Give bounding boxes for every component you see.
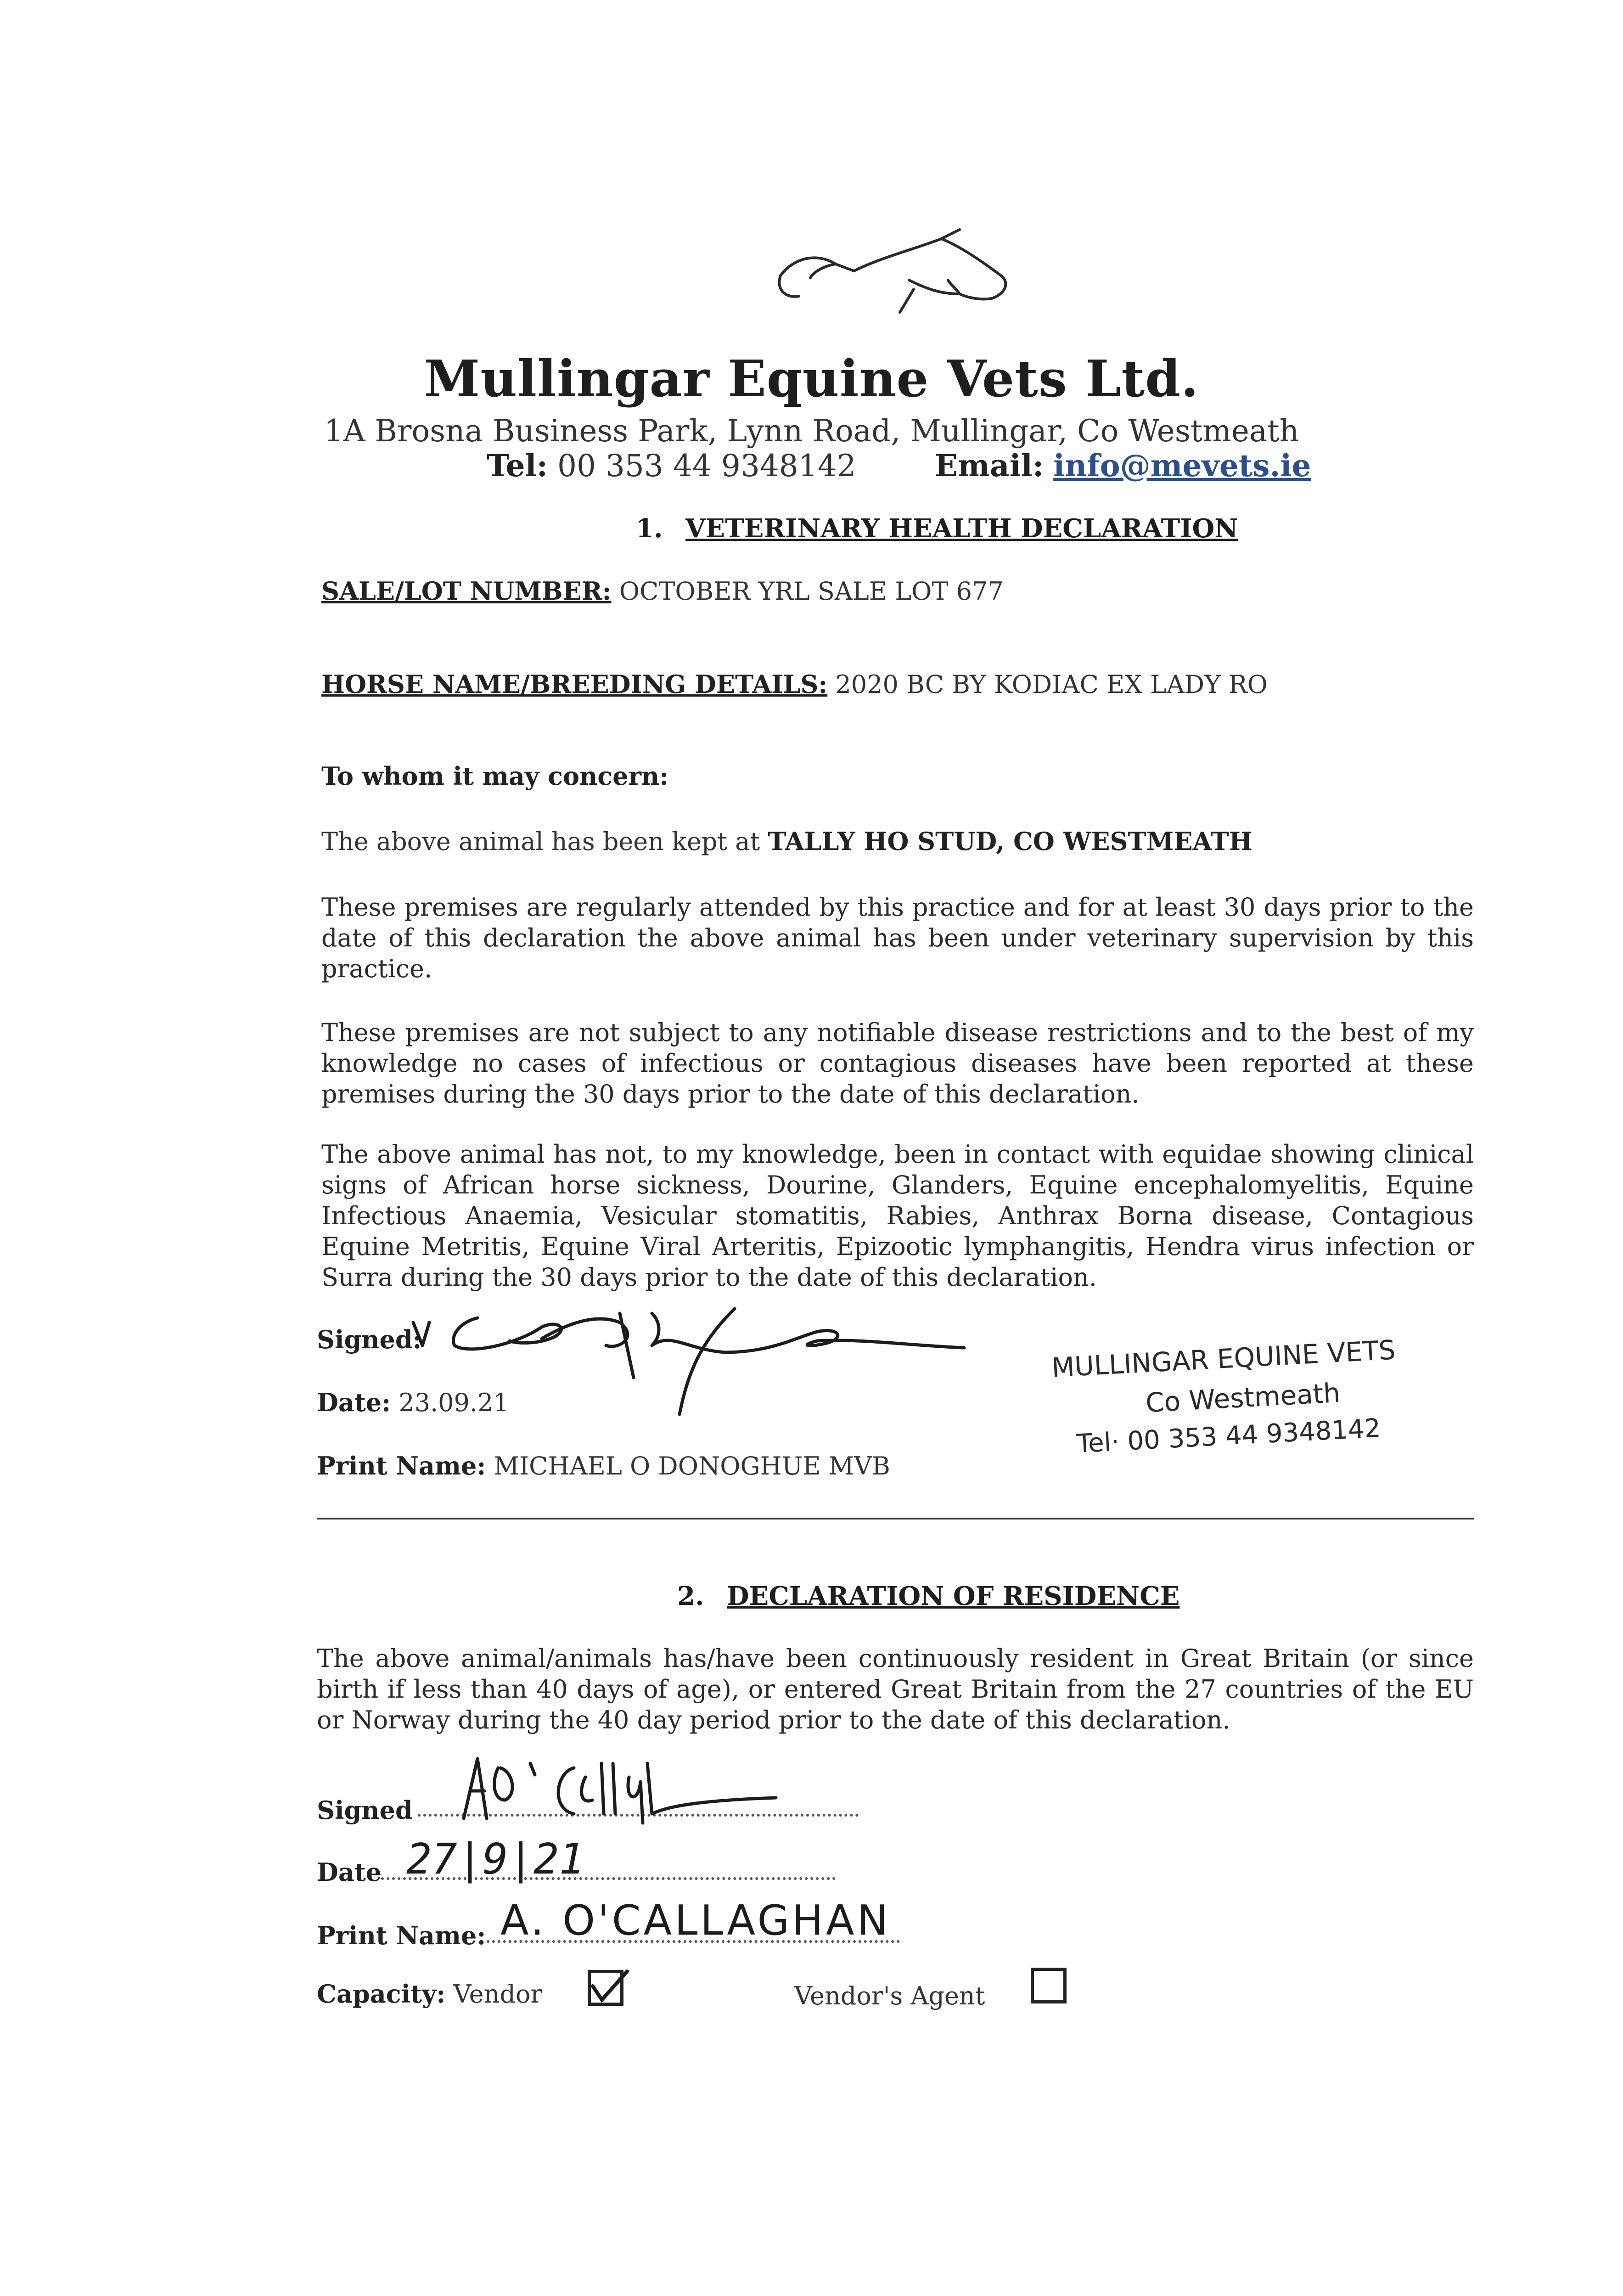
stamp-line-3: Tel· 00 353 44 9348142 — [1076, 1413, 1382, 1459]
tel-label: Tel: — [487, 448, 548, 484]
kept-at-prefix: The above animal has been kept at — [321, 827, 768, 856]
capacity-line — [317, 1979, 542, 2009]
horse-details-label: HORSE NAME/BREEDING DETAILS: — [321, 670, 828, 699]
kept-at-line — [321, 827, 1252, 856]
check-mark-icon — [588, 1968, 629, 2004]
section2-title-text: DECLARATION OF RESIDENCE — [726, 1581, 1180, 1611]
agent-checkbox[interactable] — [1031, 1968, 1067, 2003]
vendor-signature — [455, 1750, 794, 1828]
salutation-text: To whom it may concern: — [321, 761, 669, 791]
section1-title — [636, 513, 1238, 544]
paragraph-supervision: These premises are regularly attended by this practice and for at least 30 days prior to the date of this declaration the above animal has been under veterinary supervision by this practice. — [321, 893, 1474, 983]
stamp-line-2: Co Westmeath — [1145, 1377, 1341, 1419]
vendor-date-value: 27|9|21 — [406, 1835, 584, 1884]
vendor-signed-line — [317, 1795, 413, 1825]
vendor-signed-label: Signed — [317, 1795, 413, 1825]
company-address: 1A Brosna Business Park, Lynn Road, Mullingar, Co Westmeath — [324, 413, 1299, 449]
vet-signed-label: Signed: — [317, 1325, 422, 1354]
section2-number: 2. — [677, 1581, 704, 1611]
contact-line — [487, 448, 1311, 484]
paragraph-no-contact: The above animal has not, to my knowledge, been in contact with equidae showing clinical signs of African horse sickness, Dourine, Glanders, Equine encephalomyelitis, Equine Infectious Anaemia, Vesicular stomatitis, Rabies, Anthrax Borna disease, Contagious Equine Metritis, Equine Viral Arteritis, Epizootic lymphangitis, Hendra virus infection or Surra during the 30 days prior to the date of this declaration. — [321, 1140, 1474, 1292]
tel-value: 00 353 44 9348142 — [557, 448, 856, 484]
vet-print-name-line — [317, 1451, 890, 1480]
section-divider — [317, 1518, 1474, 1519]
vendor-checkbox[interactable] — [588, 1970, 623, 2006]
horse-logo-icon — [744, 220, 1038, 331]
horse-details-line — [321, 670, 1268, 699]
agent-option-label: Vendor's Agent — [794, 1981, 985, 2010]
vet-signature — [404, 1295, 1093, 1433]
vendor-print-name-line — [317, 1921, 486, 1950]
horse-details-value: 2020 BC BY KODIAC EX LADY RO — [827, 670, 1268, 699]
vet-print-name-value: MICHAEL O DONOGHUE MVB — [486, 1452, 890, 1480]
company-name: Mullingar Equine Vets Ltd. — [424, 349, 1199, 408]
vendor-print-name-value: A. O'CALLAGHAN — [500, 1896, 891, 1945]
section2-title — [677, 1581, 1179, 1611]
sale-lot-line — [321, 576, 1004, 606]
kept-at-place: TALLY HO STUD, CO WESTMEATH — [768, 827, 1252, 856]
vet-date-value: 23.09.21 — [391, 1388, 509, 1417]
vendor-option-label: Vendor — [453, 1980, 543, 2009]
vendor-date-line — [317, 1857, 382, 1887]
section1-number: 1. — [636, 513, 663, 544]
paragraph-no-restrictions: These premises are not subject to any notifiable disease restrictions and to the best of my knowledge no cases of infectious or contagious diseases have been reported at these premises during the 30 days prior to the date of this declaration. — [321, 1018, 1474, 1109]
capacity-label: Capacity: — [317, 1979, 446, 2009]
stamp-line-1: MULLINGAR EQUINE VETS — [1050, 1334, 1397, 1384]
vendor-print-name-label: Print Name: — [317, 1921, 486, 1950]
vet-print-name-label: Print Name: — [317, 1451, 486, 1480]
email-label: Email: — [934, 448, 1044, 484]
section1-title-text: VETERINARY HEALTH DECLARATION — [685, 513, 1238, 544]
email-link[interactable]: info@mevets.ie — [1053, 448, 1311, 484]
vendor-date-label: Date — [317, 1857, 382, 1887]
salutation — [321, 761, 668, 791]
sale-lot-label: SALE/LOT NUMBER: — [321, 576, 612, 606]
sale-lot-value: OCTOBER YRL SALE LOT 677 — [611, 577, 1004, 606]
paragraph-residence: The above animal/animals has/have been continuously resident in Great Britain (or since birth if less than 40 days of age), or entered Great Britain from the 27 countries of the EU or Norway during the 40 day period prior to the date of this declaration. — [317, 1644, 1474, 1734]
vet-date-label: Date: — [317, 1388, 391, 1417]
